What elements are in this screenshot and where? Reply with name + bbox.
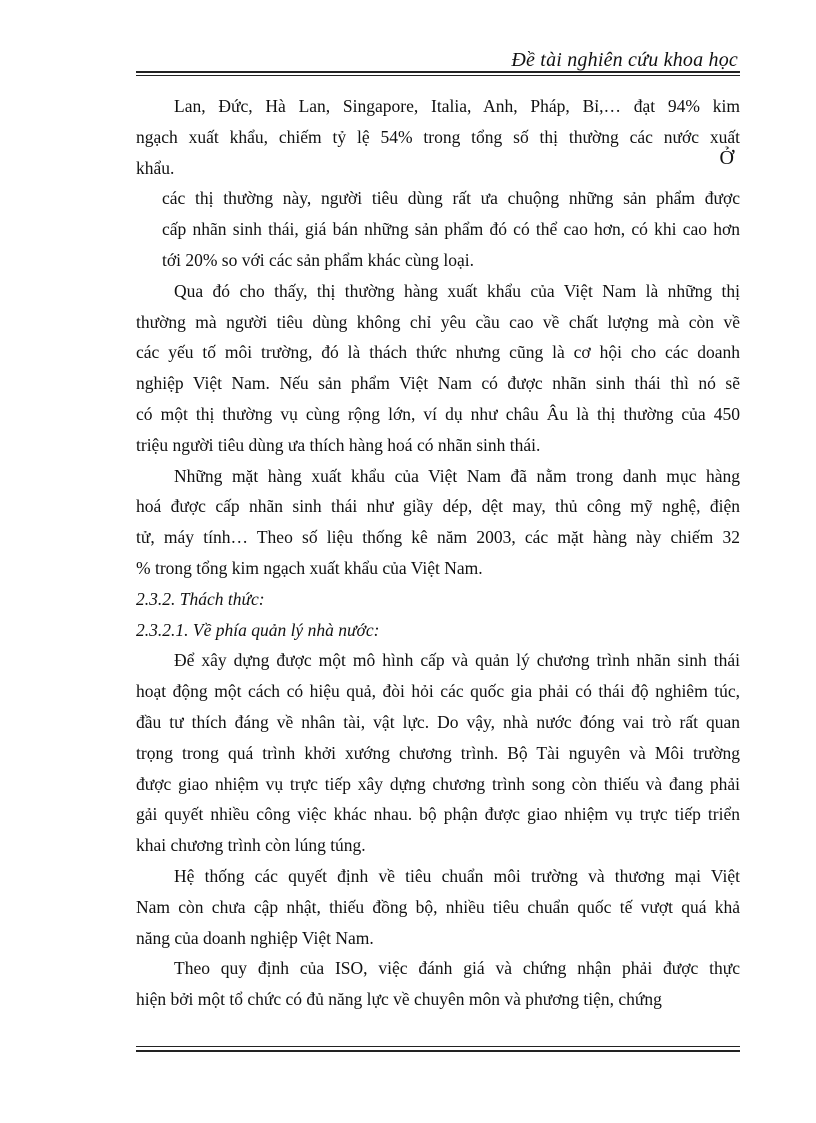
section-heading: 2.3.2. Thách thức: xyxy=(136,588,265,609)
paragraph-line: nghiệp Việt Nam. Nếu sản phẩm Việt Nam có được nhãn sinh thái thì nó sẽ xyxy=(136,373,740,394)
paragraph-line: triệu người tiêu dùng ưa thích hàng hoá có nhãn sinh thái. xyxy=(136,434,541,455)
paragraph-line: % trong tổng kim ngạch xuất khẩu của Việt Nam. xyxy=(136,557,483,578)
paragraph-text: khẩu. xyxy=(136,157,175,178)
paragraph-line: tới 20% so với các sản phẩm khác cùng loại. xyxy=(162,249,475,270)
paragraph-line: hoá được cấp nhãn sinh thái như giầy dép, dệt may, thủ công mỹ nghệ, điện xyxy=(136,496,740,517)
paragraph-line: các thị thường này, người tiêu dùng rất ưa chuộng những sản phẩm được xyxy=(162,188,740,209)
paragraph-line: năng của doanh nghiệp Việt Nam. xyxy=(136,927,374,948)
paragraph-line: tử, máy tính… Theo số liệu thống kê năm 2003, các mặt hàng này chiếm 32 xyxy=(136,527,740,548)
paragraph-line: thường mà người tiêu dùng không chỉ yêu cầu cao về chất lượng mà còn về xyxy=(136,311,740,332)
header-rule xyxy=(136,71,740,76)
paragraph-line: trọng trong quá trình khởi xướng chương trình. Bộ Tài nguyên và Môi trường xyxy=(136,742,740,763)
paragraph-line: hoạt động một cách có hiệu quả, đòi hỏi các quốc gia phải có thái độ nghiêm túc, xyxy=(136,681,740,702)
paragraph-line: hiện bởi một tổ chức có đủ năng lực về chuyên môn và phương tiện, chứng xyxy=(136,989,662,1010)
paragraph-line: đầu tư thích đáng về nhân tài, vật lực. Do vậy, nhà nước đóng vai trò rất quan xyxy=(136,711,740,732)
footer-rule xyxy=(136,1046,740,1052)
paragraph-line: được giao nhiệm vụ trực tiếp xây dựng chương trình song còn thiếu và đang phải xyxy=(136,773,740,794)
paragraph-line: Nam còn chưa cập nhật, thiếu đồng bộ, nhiều tiêu chuẩn quốc tế vượt quá khả xyxy=(136,896,740,917)
paragraph-line xyxy=(136,146,740,184)
paragraph-line: gải quyết nhiều công việc khác nhau. bộ phận được giao nhiệm vụ trực tiếp triển xyxy=(136,804,740,825)
trailing-character: Ở xyxy=(719,146,734,169)
subsection-heading: 2.3.2.1. Về phía quản lý nhà nước: xyxy=(136,619,380,640)
paragraph-line: ngạch xuất khẩu, chiếm tỷ lệ 54% trong tổng số thị thường các nước xuất xyxy=(136,126,740,147)
paragraph-line: Những mặt hàng xuất khẩu của Việt Nam đã nằm trong danh mục hàng xyxy=(174,465,740,486)
paragraph-line: các yếu tố môi trường, đó là thách thức nhưng cũng là cơ hội cho các doanh xyxy=(136,342,740,363)
paragraph-line: Qua đó cho thấy, thị thường hàng xuất khẩu của Việt Nam là những thị xyxy=(174,280,740,301)
paragraph-line: khai chương trình còn lúng túng. xyxy=(136,835,366,856)
paragraph-line: Hệ thống các quyết định về tiêu chuẩn môi trường và thương mại Việt xyxy=(174,865,740,886)
paragraph-line: có một thị thường vụ cùng rộng lớn, ví dụ như châu Âu là thị thường của 450 xyxy=(136,403,740,424)
paragraph-line: cấp nhãn sinh thái, giá bán những sản phẩm đó có thể cao hơn, có khi cao hơn xyxy=(162,219,740,240)
paragraph-line: Theo quy định của ISO, việc đánh giá và chứng nhận phải được thực xyxy=(174,958,740,979)
header-title: Đề tài nghiên cứu khoa học xyxy=(511,49,738,71)
paragraph-line: Để xây dựng được một mô hình cấp và quản lý chương trình nhãn sinh thái xyxy=(174,650,740,671)
document-body xyxy=(136,91,740,1015)
paragraph-line: Lan, Đức, Hà Lan, Singapore, Italia, Anh, Pháp, Bỉ,… đạt 94% kim xyxy=(174,96,740,116)
